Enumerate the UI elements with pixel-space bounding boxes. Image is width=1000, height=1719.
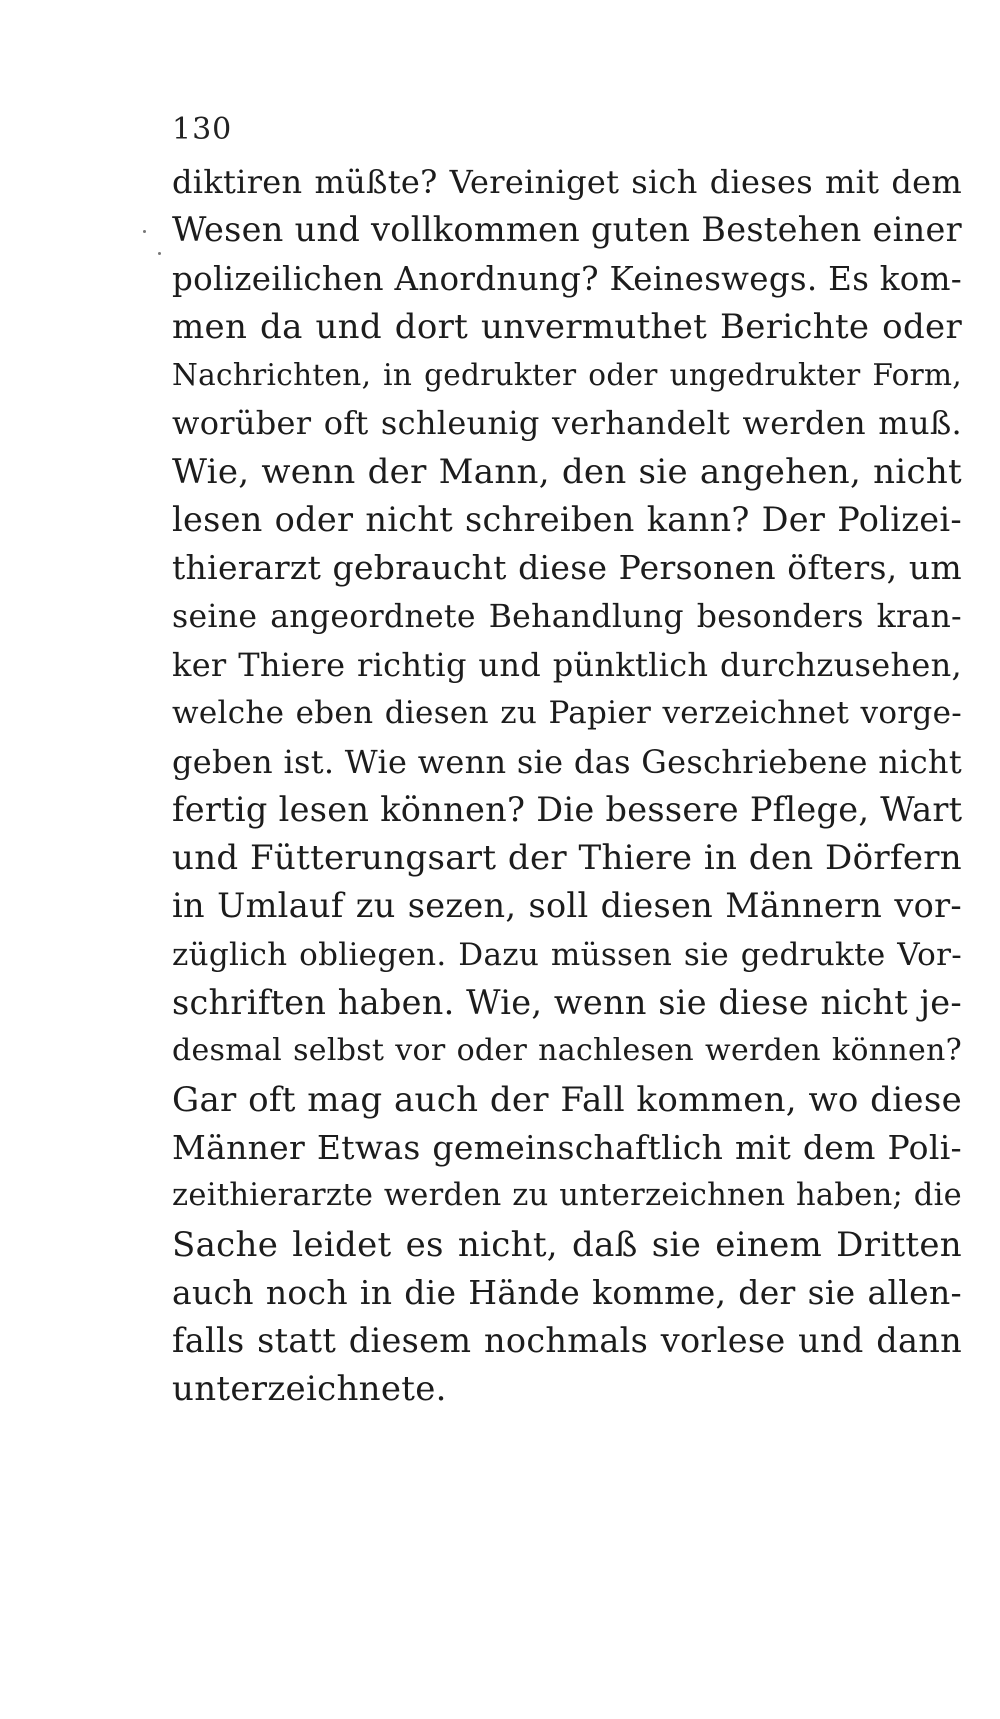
text-line: diktiren müßte? Vereiniget sich dieses mit dem bbox=[172, 163, 962, 201]
text-line: geben ist. Wie wenn sie das Geschriebene nicht bbox=[172, 742, 962, 781]
text-line: Gar oft mag auch der Fall kommen, wo diese bbox=[172, 1079, 962, 1120]
text-line: polizeilichen Anordnung? Keineswegs. Es kom- bbox=[172, 259, 963, 298]
margin-speck bbox=[158, 252, 161, 255]
text-line: und Fütterungsart der Thiere in den Dörfern bbox=[172, 838, 962, 879]
body-text bbox=[172, 158, 962, 1414]
text-line: Wie, wenn der Mann, den sie angehen, nicht bbox=[172, 451, 962, 492]
text-line: thierarzt gebraucht diese Personen öfters, um bbox=[172, 548, 962, 588]
text-line: seine angeordnete Behandlung besonders kran- bbox=[172, 598, 962, 635]
text-line: worüber oft schleunig verhandelt werden muß. bbox=[172, 404, 962, 443]
text-line: desmal selbst vor oder nachlesen werden können? bbox=[172, 1033, 962, 1069]
text-line: in Umlauf zu sezen, soll diesen Männern vor- bbox=[172, 886, 962, 926]
text-line: men da und dort unvermuthet Berichte oder bbox=[172, 306, 962, 347]
page-number: 130 bbox=[172, 112, 233, 147]
text-line: auch noch in die Hände komme, der sie allen- bbox=[172, 1272, 962, 1312]
text-line: lesen oder nicht schreiben kann? Der Polizei- bbox=[172, 500, 962, 540]
margin-speck bbox=[143, 230, 146, 233]
text-line: Sache leidet es nicht, daß sie einem Dritten bbox=[172, 1224, 962, 1265]
text-line: falls statt diesem nochmals vorlese und dann bbox=[172, 1321, 962, 1361]
text-line: schriften haben. Wie, wenn sie diese nicht je- bbox=[172, 983, 962, 1023]
text-line: ker Thiere richtig und pünktlich durchzusehen, bbox=[172, 645, 962, 684]
text-line: Wesen und vollkommen guten Bestehen einer bbox=[172, 210, 962, 250]
text-line: welche eben diesen zu Papier verzeichnet vorge- bbox=[172, 695, 962, 732]
text-line: unterzeichnete. bbox=[172, 1369, 447, 1410]
text-line: züglich obliegen. Dazu müssen sie gedrukte Vor- bbox=[172, 936, 962, 973]
text-line: Nachrichten, in gedrukter oder ungedrukter Form, bbox=[172, 358, 962, 393]
text-line: fertig lesen können? Die bessere Pflege, Wart bbox=[172, 789, 963, 829]
text-line: zeithierarzte werden zu unterzeichnen haben; die bbox=[172, 1178, 962, 1214]
text-line: Männer Etwas gemeinschaftlich mit dem Poli- bbox=[172, 1127, 962, 1167]
